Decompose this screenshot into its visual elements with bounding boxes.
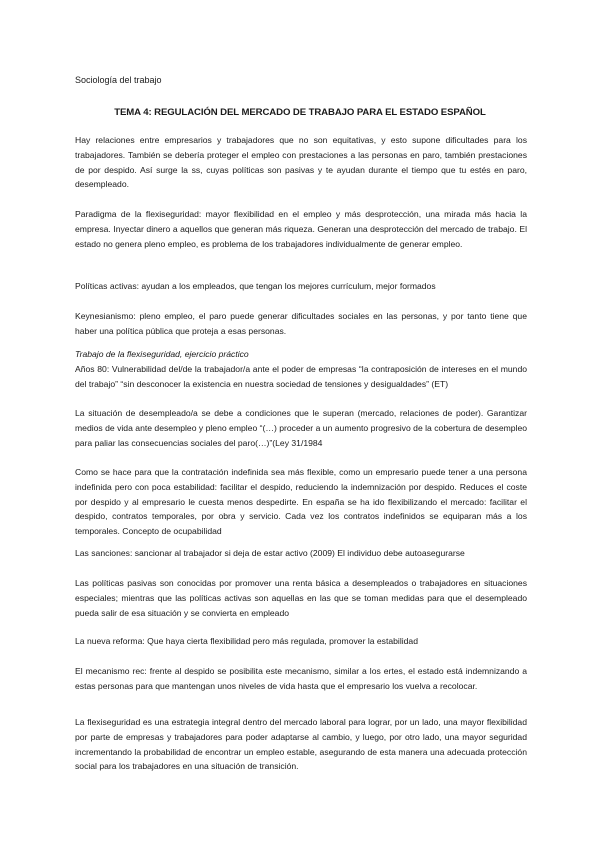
- paragraph-intro: Hay relaciones entre empresarios y trabajadores que no son equitativas, y esto supone dificultades para los trabajadores. También se debería proteger el empleo con prestaciones a las personas en paro, también prestaciones de por despido. Así surge la ss, cuyas políticas son pasivas y te ayudan durante el tiempo que tu estés en paro, desempleado.: [75, 135, 527, 190]
- document-title: TEMA 4: REGULACIÓN DEL MERCADO DE TRABAJO PARA EL ESTADO ESPAÑOL: [114, 107, 486, 118]
- paragraph-keynesianismo: Keynesianismo: pleno empleo, el paro puede generar dificultades sociales en las personas, y por tanto tiene que haber una política pública que proteja a esas personas.: [75, 311, 527, 336]
- paragraph-nueva-reforma: La nueva reforma: Que haya cierta flexibilidad pero más regulada, promover la estabilidad: [75, 636, 418, 646]
- section-subtitle: Trabajo de la flexiseguridad, ejercicio práctico: [75, 349, 249, 359]
- paragraph-conclusion: La flexiseguridad es una estrategia integral dentro del mercado laboral para lograr, por un lado, una mayor flexibilidad por parte de empresas y trabajadores para poder adaptarse al cambio, y luego, por otro lado, una mayor seguridad incrementando la probabilidad de encontrar un empleo estable, asegurando de esta manera una adecuada protección social para los trabajadores en una situación de transición.: [75, 717, 527, 772]
- paragraph-flexiseguridad: Paradigma de la flexiseguridad: mayor flexibilidad en el empleo y más desprotección, una mirada más hacia la empresa. Inyectar dinero a aquellos que generan más riqueza. Generan una desprotección del mercado de trabajo. El estado no genera pleno empleo, es problema de los trabajadores individualmente de generar empleo.: [75, 209, 527, 249]
- paragraph-politicas-pasivas: Las políticas pasivas son conocidas por promover una renta básica a desempleados o trabajadores en situaciones especiales; mientras que las políticas activas son aquellas en las que se toman medidas para que el desempleado pueda salir de esa situación y se convierta en empleado: [75, 578, 527, 618]
- paragraph-politicas-activas: Políticas activas: ayudan a los empleados, que tengan los mejores currículum, mejor formados: [75, 281, 436, 291]
- paragraph-ejercicio: [75, 347, 527, 391]
- paragraph-mecanismo-rec: El mecanismo rec: frente al despido se posibilita este mecanismo, similar a los ertes, el estado está indemnizando a estas personas para que mantengan unos niveles de vida hasta que el empresario los vuelva a recolocar.: [75, 666, 527, 691]
- paragraph-desempleado: La situación de desempleado/a se debe a condiciones que le superan (mercado, relaciones de poder). Garantizar medios de vida ante desempleo y pleno empleo “(…) proceder a un aumento progresivo de la cobertura de desempleo para paliar las consecuencias sociales del paro(…)”(Ley 31/1984: [75, 408, 527, 448]
- paragraph-contratacion: Como se hace para que la contratación indefinida sea más flexible, como un empresario puede tener a una persona indefinida pero con poca estabilidad: facilitar el despido, reduciendo la indemnización por despido. Reduces el coste por despido y al empresario le cuesta menos despedirte. En españa se ha ido flexibilizando el mercado: facilitar el despido, contratos temporales, por obra y servicio. Cada vez los contratos indefinidos se equiparan más a los temporales. Concepto de ocupabilidad: [75, 467, 527, 537]
- course-label: Sociología del trabajo: [75, 75, 162, 85]
- paragraph-anos-80: Años 80: Vulnerabilidad del/de la trabajador/a ante el poder de empresas “la contraposición de intereses en el mundo del trabajo” “sin desconocer la existencia en nuestra sociedad de tensiones y desigualdades” (ET): [75, 363, 527, 389]
- paragraph-sanciones: Las sanciones: sancionar al trabajador si deja de estar activo (2009) El individuo debe autoasegurarse: [75, 548, 465, 558]
